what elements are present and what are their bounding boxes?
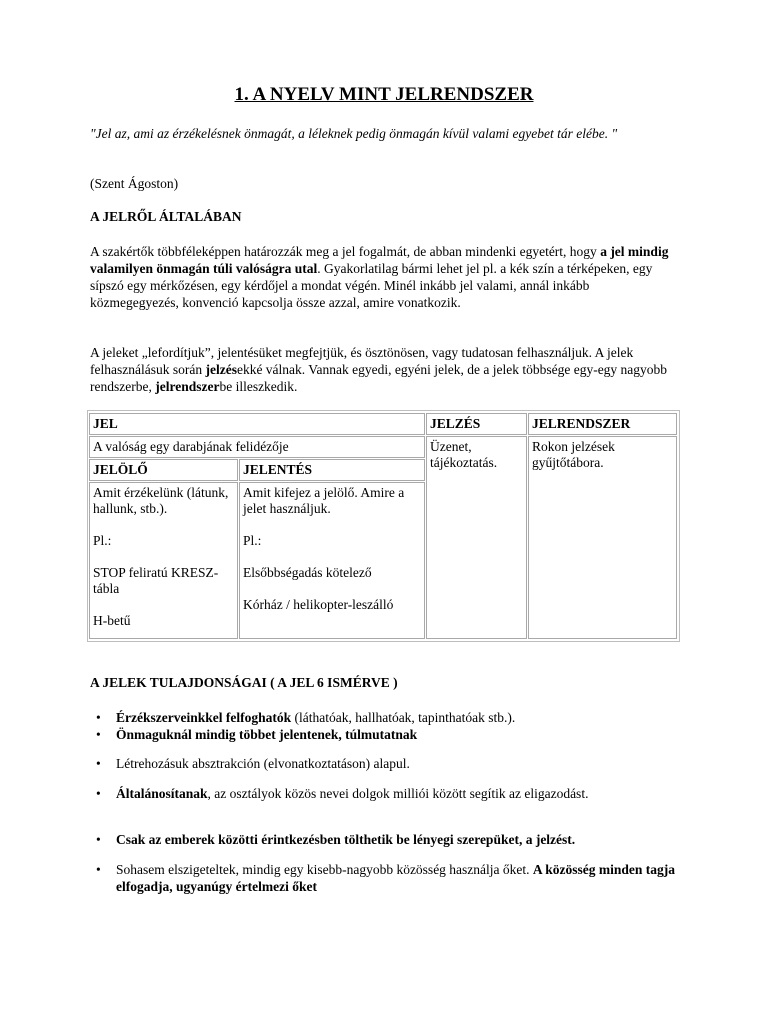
sign-table [87,410,680,642]
jelentes-example-label: Pl.: [243,533,262,548]
bullet-icon: • [96,786,101,801]
header-jel: JEL [89,413,425,435]
quote-author: (Szent Ágoston) [90,176,179,191]
quote: "Jel az, ami az érzékelésnek önmagát, a léleknek pedig önmagán kívül valami egyebet tár elébe. " [90,126,618,141]
paragraph-2: A jeleket „lefordítjuk”, jelentésüket megfejtjük, és ösztönösen, vagy tudatosan felhasználjuk. A jelek felhasználásuk során jelzésekké válnak. Vannak egyedi, egyéni jelek, de a jelek többsége egy-egy nagyobb rendszerbe, jelrendszerbe illeszkedik. [90,345,668,394]
jelolo-example-2: H-betű [93,613,131,628]
header-jelentes: JELENTÉS [239,459,425,481]
bullet-icon: • [96,727,101,742]
list-item: • Érzékszerveinkkel felfoghatók (láthatóak, hallhatóak, tapinthatóak stb.). [96,710,516,725]
jelolo-description: Amit érzékelünk (látunk, hallunk, stb.). [93,485,229,516]
header-jelolo: JELÖLŐ [89,459,238,481]
list-item: • Általánosítanak, az osztályok közös nevei dolgok milliói között segítik az eligazodást. [96,786,589,801]
bullet-icon: • [96,756,101,771]
list-item: • Sohasem elszigeteltek, mindig egy kisebb-nagyobb közösség használja őket. A közösség minden tagja elfogadja, ugyanúgy értelmezi őket [96,862,676,894]
jelolo-example-label: Pl.: [93,533,112,548]
list-item: • Létrehozásuk absztrakción (elvonatkoztatáson) alapul. [96,756,410,771]
header-jelrendszer: JELRENDSZER [528,413,677,435]
jelentes-example-2: Kórház / helikopter-leszálló [243,597,394,612]
bullet-icon: • [96,862,101,877]
list-item: • Csak az emberek közötti érintkezésben tölthetik be lényegi szerepüket, a jelzést. [96,832,576,847]
jelolo-column [89,482,238,639]
header-jelzes: JELZÉS [426,413,527,435]
paragraph-1: A szakértők többféleképpen határozzák meg a jel fogalmát, de abban mindenki egyetért, hogy a jel mindig valamilyen önmagán túli valóságra utal. Gyakorlatilag bármi lehet jel pl. a kék szín a térképeken, egy sípszó egy mérkőzésen, egy kérdőjel a mondat végén. Minél inkább jel valami, annál inkább közmegegyezés, konvenció kapcsolja össze azzal, amire vonatkozik. [90,244,669,310]
jelzes-description: Üzenet, tájékoztatás. [426,436,527,639]
jelrendszer-description: Rokon jelzések gyűjtőtábora. [528,436,677,639]
properties-list [88,709,688,909]
jelentes-column [239,482,425,639]
section-heading-tulajdonsagai: A JELEK TULAJDONSÁGAI ( A JEL 6 ISMÉRVE ) [90,675,398,690]
page-title: 1. A NYELV MINT JELRENDSZER [234,84,534,105]
bullet-icon: • [96,832,101,847]
jelolo-example-1: STOP feliratú KRESZ-tábla [93,565,219,596]
list-item: • Önmaguknál mindig többet jelentenek, túlmutatnak [96,727,418,742]
section-heading-jelrol: A JELRŐL ÁLTALÁBAN [90,209,242,224]
jelentes-description: Amit kifejez a jelölő. Amire a jelet használjuk. [243,485,405,516]
bullet-icon: • [96,710,101,725]
jel-description: A valóság egy darabjának felidézője [89,436,425,458]
jelentes-example-1: Elsőbbségadás kötelező [243,565,372,580]
